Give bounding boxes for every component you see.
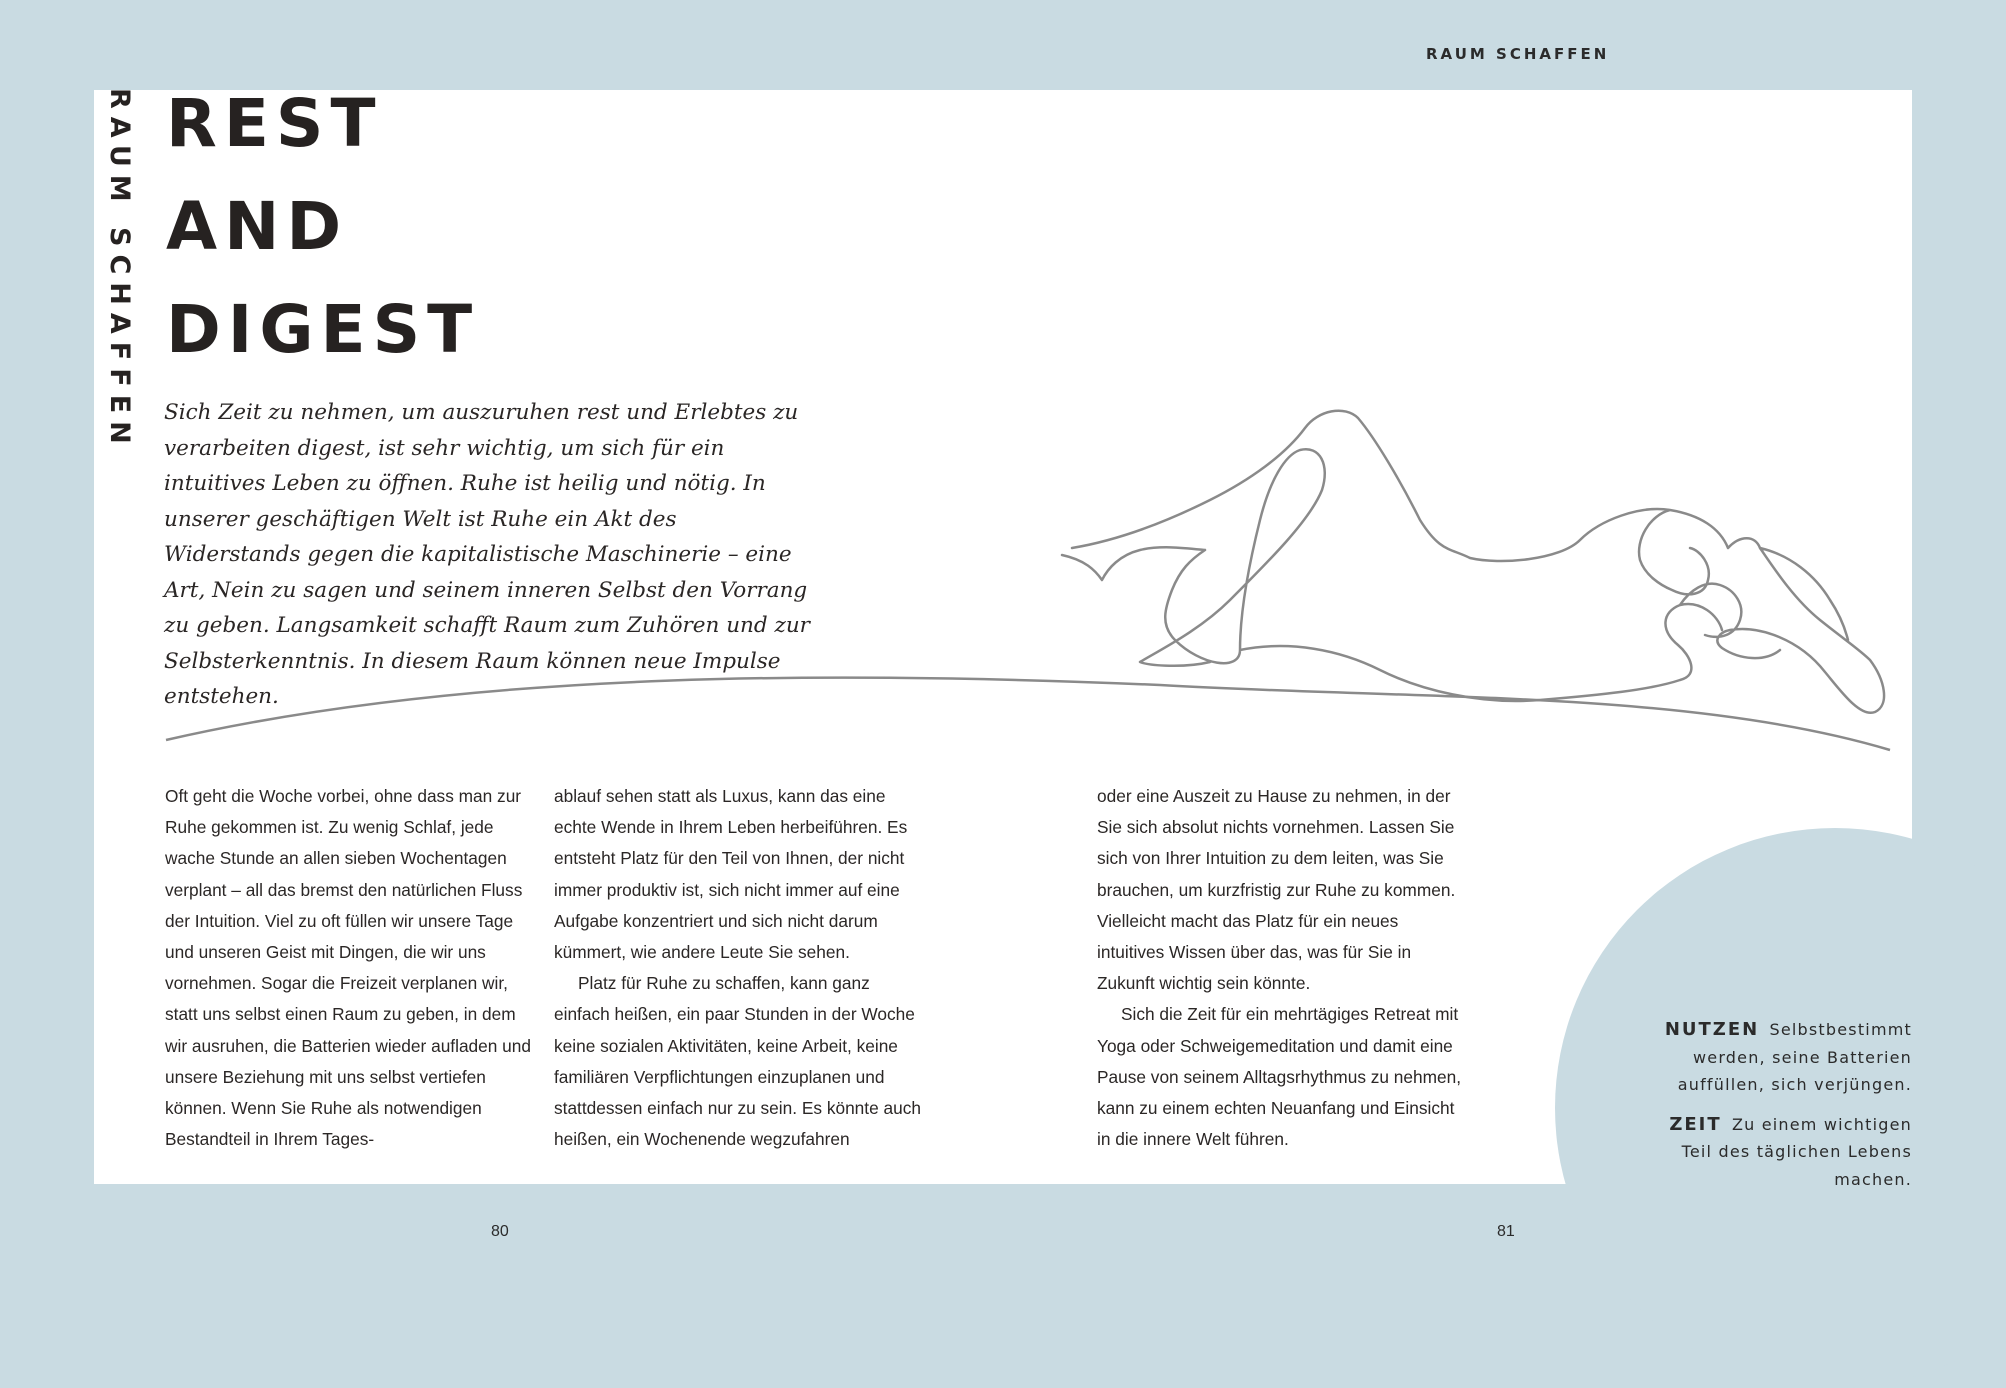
title-line-3: DIGEST — [166, 291, 480, 368]
title-line-1: REST — [166, 85, 383, 162]
reclining-figure-lines — [1062, 411, 1884, 713]
body-paragraph: Oft geht die Woche vorbei, ohne dass man zur Ruhe gekommen ist. Zu wenig Schlaf, jede wache Stunde an allen sieben Wochentagen verplant – all das bremst den natürlichen Fluss der Intuition. Viel zu oft füllen wir unsere Tage und unseren Geist mit Dingen, die wir uns vornehmen. Sogar die Freizeit verplanen wir, statt uns selbst einen Raum zu geben, in dem wir ausruhen, die Batterien wieder aufladen und unsere Beziehung mit uns selbst vertiefen können. Wenn Sie Ruhe als notwendigen Bestandteil in Ihrem Tages- — [165, 786, 532, 1150]
sidebar-zeit-label: ZEIT — [1669, 1113, 1722, 1135]
body-column-1 — [165, 781, 535, 1155]
running-head: RAUM SCHAFFEN — [1426, 45, 1610, 63]
body-paragraph: Platz für Ruhe zu schaffen, kann ganz einfach heißen, ein paar Stunden in der Woche keine sozialen Aktivitäten, keine Arbeit, keine familiären Verpflichtungen einzuplanen und stattdessen einfach nur zu sein. Es könnte auch heißen, ein Wochenende wegzufahren — [554, 973, 921, 1150]
info-sidebar — [1660, 1016, 1912, 1205]
sidebar-nutzen — [1660, 1016, 1912, 1099]
page-number-right: 81 — [1497, 1223, 1515, 1240]
sidebar-nutzen-text: Selbstbestimmt werden, seine Batterien auffüllen, sich verjüngen. — [1677, 1020, 1912, 1094]
ground-line — [166, 677, 1890, 750]
body-paragraph: oder eine Auszeit zu Hause zu nehmen, in der Sie sich absolut nichts vornehmen. Lassen Sie sich von Ihrer Intuition zu dem leiten, was Sie brauchen, um kurzfristig zur Ruhe zu kommen. Vielleicht macht das Platz für ein neues intuitives Wissen über das, was für Sie in Zukunft wichtig sein könnte. — [1097, 786, 1456, 994]
sidebar-nutzen-label: NUTZEN — [1664, 1019, 1760, 1040]
body-column-2 — [554, 781, 924, 1155]
body-paragraph: ablauf sehen statt als Luxus, kann das eine echte Wende in Ihrem Leben herbeiführen. Es entsteht Platz für den Teil von Ihnen, der nicht immer produktiv ist, sich nicht immer auf eine Aufgabe konzentriert und sich nicht darum kümmert, wie andere Leute Sie sehen. — [554, 786, 908, 963]
sidebar-zeit — [1660, 1111, 1912, 1194]
sidebar-zeit-text: Zu einem wichtigen Teil des täglichen Lebens machen. — [1681, 1114, 1912, 1189]
page-number-left: 80 — [491, 1223, 509, 1240]
title-line-2: AND — [166, 188, 349, 265]
vertical-section-label: RAUM SCHAFFEN — [104, 88, 135, 452]
body-column-3 — [1097, 781, 1467, 1155]
body-paragraph: Sich die Zeit für ein mehrtägiges Retreat mit Yoga oder Schweigemeditation und damit eine Pause von seinem Alltagsrhythmus zu nehmen, kann zu einem echten Neuanfang und Einsicht in die innere Welt führen. — [1097, 1004, 1462, 1150]
lead-paragraph: Sich Zeit zu nehmen, um auszuruhen rest und Erlebtes zu verarbeiten digest, ist sehr wichtig, um sich für ein intuitives Leben zu öffnen. Ruhe ist heilig und nötig. In unserer geschäftigen Welt ist Ruhe ein Akt des Widerstands gegen die kapitalistische Maschinerie – eine Art, Nein zu sagen und seinem inneren Selbst den Vorrang zu geben. Langsamkeit schafft Raum zum Zuhören und zur Selbsterkenntnis. In diesem Raum können neue Impulse entstehen. — [164, 400, 810, 709]
